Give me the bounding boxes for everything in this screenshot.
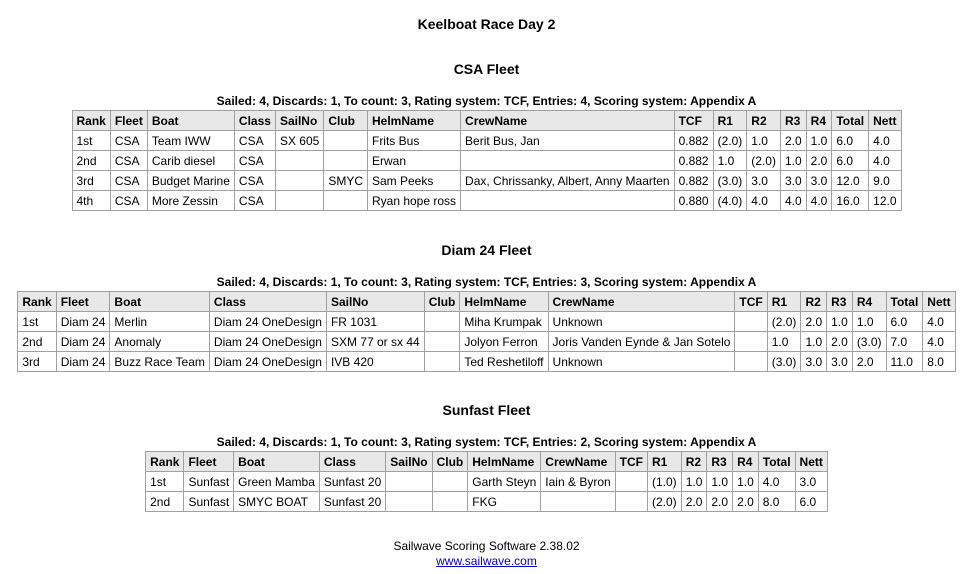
column-header: Fleet <box>184 452 234 472</box>
table-header-row <box>72 111 901 131</box>
column-header: R4 <box>806 111 832 131</box>
table-cell: Buzz Race Team <box>110 352 210 372</box>
column-header: HelmName <box>367 111 460 131</box>
fleet-section <box>0 60 973 211</box>
table-cell: 4.0 <box>923 332 955 352</box>
table-cell: CSA <box>234 131 275 151</box>
table-cell <box>735 332 767 352</box>
table-cell: Diam 24 <box>56 332 110 352</box>
table-cell <box>541 492 615 512</box>
table-row <box>72 171 901 191</box>
results-table <box>145 451 828 512</box>
column-header: Total <box>758 452 795 472</box>
table-cell: 12.0 <box>869 191 901 211</box>
fleet-section <box>0 241 973 372</box>
table-cell: Sunfast <box>184 472 234 492</box>
table-cell: 3rd <box>72 171 110 191</box>
column-header: R4 <box>733 452 759 472</box>
table-row <box>72 131 901 151</box>
table-cell: 0.882 <box>674 151 713 171</box>
table-cell: 1.0 <box>806 131 832 151</box>
table-cell: 1st <box>18 312 56 332</box>
table-cell: 0.882 <box>674 131 713 151</box>
table-cell <box>386 472 432 492</box>
page-title: Keelboat Race Day 2 <box>417 16 556 32</box>
column-header: HelmName <box>468 452 541 472</box>
footer <box>0 539 973 569</box>
table-cell: CSA <box>110 131 147 151</box>
table-cell: Ryan hope ross <box>367 191 460 211</box>
table-cell: 9.0 <box>869 171 901 191</box>
column-header: SailNo <box>326 292 424 312</box>
table-cell <box>275 191 323 211</box>
table-cell: 2nd <box>18 332 56 352</box>
column-header: Rank <box>146 452 184 472</box>
table-row <box>72 191 901 211</box>
table-cell: Sunfast 20 <box>319 492 385 512</box>
table-cell: 4.0 <box>869 151 901 171</box>
table-cell: 6.0 <box>832 151 869 171</box>
table-cell: 2.0 <box>780 131 806 151</box>
column-header: Class <box>234 111 275 131</box>
software-credit: Sailwave Scoring Software 2.38.02 <box>393 539 580 553</box>
results-table <box>17 291 955 372</box>
column-header: SailNo <box>386 452 432 472</box>
table-cell: Budget Marine <box>147 171 234 191</box>
table-cell: Unknown <box>548 312 735 332</box>
table-cell: Joris Vanden Eynde & Jan Sotelo <box>548 332 735 352</box>
fleet-section <box>0 401 973 512</box>
table-cell: 2nd <box>72 151 110 171</box>
table-cell: Diam 24 OneDesign <box>209 332 326 352</box>
table-cell: 16.0 <box>832 191 869 211</box>
results-table <box>72 110 902 211</box>
table-cell: 2nd <box>146 492 184 512</box>
table-cell: 8.0 <box>923 352 955 372</box>
column-header: SailNo <box>275 111 323 131</box>
table-cell: 1.0 <box>707 472 733 492</box>
fleet-summary: Sailed: 4, Discards: 1, To count: 3, Rating system: TCF, Entries: 4, Scoring system: Appendix A <box>216 94 757 108</box>
table-cell: CSA <box>110 171 147 191</box>
table-cell: 6.0 <box>832 131 869 151</box>
table-header-row <box>146 452 828 472</box>
table-row <box>18 352 955 372</box>
table-cell: 1.0 <box>733 472 759 492</box>
table-cell: 4.0 <box>869 131 901 151</box>
table-cell: (2.0) <box>767 312 801 332</box>
table-cell <box>432 492 468 512</box>
table-cell: Team IWW <box>147 131 234 151</box>
table-cell: 4.0 <box>806 191 832 211</box>
table-row <box>146 472 828 492</box>
table-cell: CSA <box>234 171 275 191</box>
table-cell: CSA <box>110 191 147 211</box>
table-cell: 4.0 <box>747 191 781 211</box>
sailwave-link[interactable]: www.sailwave.com <box>436 554 537 568</box>
table-cell: 3rd <box>18 352 56 372</box>
column-header: R2 <box>681 452 707 472</box>
table-cell: SXM 77 or sx 44 <box>326 332 424 352</box>
column-header: Nett <box>923 292 955 312</box>
table-cell: 3.0 <box>780 171 806 191</box>
table-cell: 1.0 <box>801 332 827 352</box>
table-cell: 8.0 <box>758 492 795 512</box>
column-header: TCF <box>615 452 647 472</box>
table-cell <box>424 352 460 372</box>
column-header: R3 <box>780 111 806 131</box>
column-header: HelmName <box>460 292 548 312</box>
table-cell: 1.0 <box>827 312 853 332</box>
column-header: Boat <box>234 452 320 472</box>
table-cell: IVB 420 <box>326 352 424 372</box>
table-cell: Miha Krumpak <box>460 312 548 332</box>
column-header: R3 <box>827 292 853 312</box>
table-cell: CSA <box>110 151 147 171</box>
column-header: Boat <box>147 111 234 131</box>
column-header: Nett <box>869 111 901 131</box>
table-cell: Merlin <box>110 312 210 332</box>
column-header: CrewName <box>461 111 675 131</box>
table-cell: 3.0 <box>827 352 853 372</box>
column-header: Rank <box>18 292 56 312</box>
table-cell: Diam 24 OneDesign <box>209 352 326 372</box>
column-header: Fleet <box>56 292 110 312</box>
table-cell: Dax, Chrissanky, Albert, Anny Maarten <box>461 171 675 191</box>
column-header: R2 <box>747 111 781 131</box>
column-header: Total <box>832 111 869 131</box>
fleet-summary: Sailed: 4, Discards: 1, To count: 3, Rating system: TCF, Entries: 3, Scoring system: Appendix A <box>216 275 757 289</box>
table-cell: 2.0 <box>852 352 886 372</box>
table-cell: Green Mamba <box>234 472 320 492</box>
table-cell <box>324 191 368 211</box>
table-cell: CSA <box>234 191 275 211</box>
column-header: Club <box>424 292 460 312</box>
table-cell <box>432 472 468 492</box>
table-cell: 1.0 <box>681 472 707 492</box>
table-cell <box>424 312 460 332</box>
table-cell: 3.0 <box>795 472 827 492</box>
table-cell: Unknown <box>548 352 735 372</box>
table-cell <box>275 151 323 171</box>
column-header: Club <box>324 111 368 131</box>
column-header: Class <box>209 292 326 312</box>
column-header: Total <box>886 292 923 312</box>
table-cell: 2.0 <box>827 332 853 352</box>
table-cell: (2.0) <box>713 131 747 151</box>
table-cell: SX 605 <box>275 131 323 151</box>
table-cell: 3.0 <box>747 171 781 191</box>
fleet-title: CSA Fleet <box>453 61 520 77</box>
table-cell: SMYC BOAT <box>234 492 320 512</box>
table-cell: 0.880 <box>674 191 713 211</box>
table-cell: Diam 24 <box>56 312 110 332</box>
fleet-title: Sunfast Fleet <box>442 402 531 418</box>
column-header: Class <box>319 452 385 472</box>
column-header: R4 <box>852 292 886 312</box>
column-header: Fleet <box>110 111 147 131</box>
column-header: Rank <box>72 111 110 131</box>
table-cell: CSA <box>234 151 275 171</box>
column-header: R1 <box>648 452 682 472</box>
table-cell: 0.882 <box>674 171 713 191</box>
table-cell: 2.0 <box>681 492 707 512</box>
table-cell: 1.0 <box>852 312 886 332</box>
column-header: R1 <box>713 111 747 131</box>
column-header: CrewName <box>548 292 735 312</box>
table-cell: (4.0) <box>713 191 747 211</box>
column-header: Club <box>432 452 468 472</box>
table-row <box>18 332 955 352</box>
table-row <box>18 312 955 332</box>
table-cell: 1st <box>146 472 184 492</box>
table-cell: (3.0) <box>713 171 747 191</box>
table-cell: FR 1031 <box>326 312 424 332</box>
table-cell: Diam 24 OneDesign <box>209 312 326 332</box>
table-cell: (3.0) <box>767 352 801 372</box>
table-cell: 7.0 <box>886 332 923 352</box>
fleet-title: Diam 24 Fleet <box>441 242 532 258</box>
table-cell: 2.0 <box>801 312 827 332</box>
table-cell <box>735 312 767 332</box>
fleet-summary: Sailed: 4, Discards: 1, To count: 3, Rating system: TCF, Entries: 2, Scoring system: Appendix A <box>216 435 757 449</box>
table-cell: 2.0 <box>806 151 832 171</box>
table-cell: Berit Bus, Jan <box>461 131 675 151</box>
column-header: R2 <box>801 292 827 312</box>
table-cell: 1.0 <box>713 151 747 171</box>
table-cell: 1.0 <box>747 131 781 151</box>
table-cell: Frits Bus <box>367 131 460 151</box>
table-cell <box>615 472 647 492</box>
table-cell: 3.0 <box>801 352 827 372</box>
column-header: CrewName <box>541 452 615 472</box>
table-cell: Jolyon Ferron <box>460 332 548 352</box>
table-cell: Erwan <box>367 151 460 171</box>
table-cell: Diam 24 <box>56 352 110 372</box>
table-cell: SMYC <box>324 171 368 191</box>
table-cell: 3.0 <box>806 171 832 191</box>
table-cell: Anomaly <box>110 332 210 352</box>
table-cell: 4th <box>72 191 110 211</box>
table-cell: 1.0 <box>767 332 801 352</box>
column-header: Boat <box>110 292 210 312</box>
table-cell: FKG <box>468 492 541 512</box>
table-cell: 12.0 <box>832 171 869 191</box>
column-header: R1 <box>767 292 801 312</box>
table-cell: 1st <box>72 131 110 151</box>
table-cell: Sam Peeks <box>367 171 460 191</box>
table-cell: Sunfast 20 <box>319 472 385 492</box>
table-cell: 2.0 <box>733 492 759 512</box>
table-cell: Ted Reshetiloff <box>460 352 548 372</box>
column-header: TCF <box>674 111 713 131</box>
table-cell <box>424 332 460 352</box>
column-header: TCF <box>735 292 767 312</box>
table-cell: Carib diesel <box>147 151 234 171</box>
table-cell: 6.0 <box>795 492 827 512</box>
table-cell: Garth Steyn <box>468 472 541 492</box>
table-row <box>72 151 901 171</box>
table-cell: (2.0) <box>747 151 781 171</box>
table-header-row <box>18 292 955 312</box>
table-cell <box>324 131 368 151</box>
table-row <box>146 492 828 512</box>
table-cell <box>735 352 767 372</box>
table-cell: (1.0) <box>648 472 682 492</box>
table-cell: More Zessin <box>147 191 234 211</box>
table-cell: 4.0 <box>780 191 806 211</box>
column-header: Nett <box>795 452 827 472</box>
table-cell: Sunfast <box>184 492 234 512</box>
table-cell: (2.0) <box>648 492 682 512</box>
table-cell <box>275 171 323 191</box>
table-cell: Iain & Byron <box>541 472 615 492</box>
table-cell: 1.0 <box>780 151 806 171</box>
table-cell: 2.0 <box>707 492 733 512</box>
table-cell: 4.0 <box>923 312 955 332</box>
table-cell <box>461 191 675 211</box>
table-cell: 4.0 <box>758 472 795 492</box>
table-cell: (3.0) <box>852 332 886 352</box>
table-cell: 11.0 <box>886 352 923 372</box>
table-cell <box>324 151 368 171</box>
table-cell <box>461 151 675 171</box>
table-cell <box>386 492 432 512</box>
table-cell: 6.0 <box>886 312 923 332</box>
table-cell <box>615 492 647 512</box>
column-header: R3 <box>707 452 733 472</box>
